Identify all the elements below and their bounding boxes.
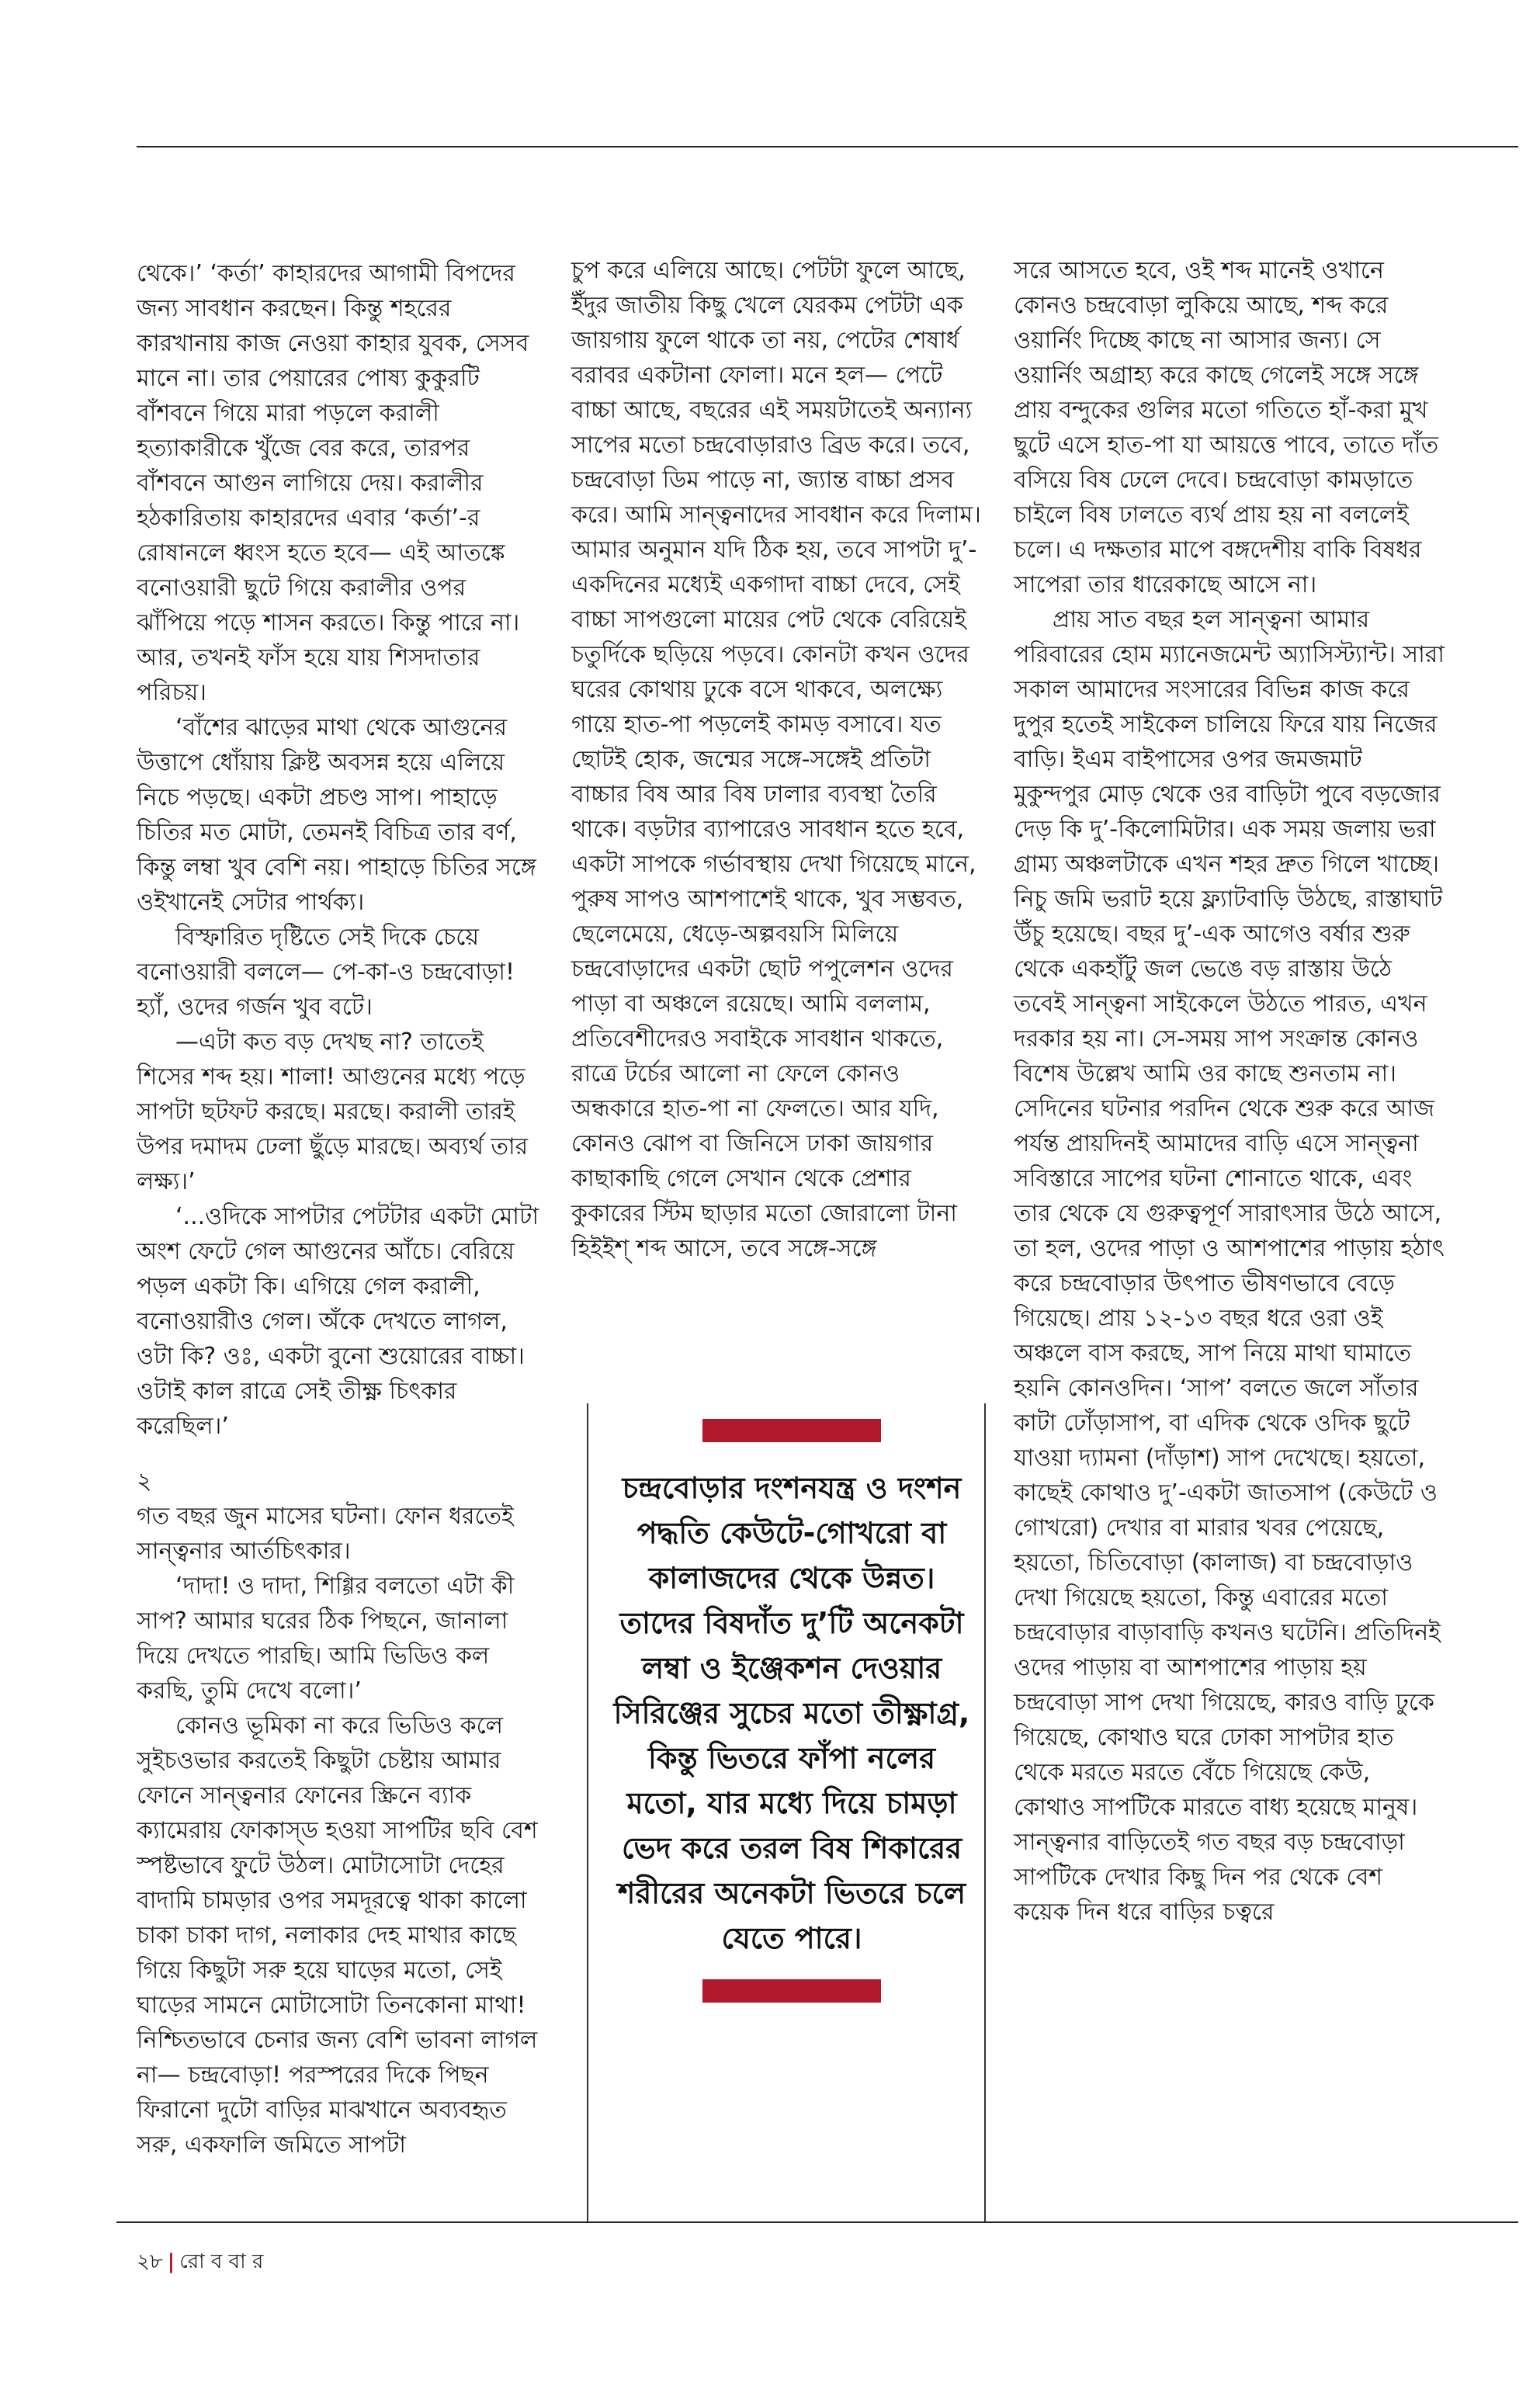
pull-quote-top-bar (702, 1419, 881, 1442)
article-paragraph: ‘বাঁশের ঝাড়ের মাথা থেকে আগুনের উত্তাপে ধোঁয়ায় ক্লিষ্ট অবসন্ন হয়ে এলিয়ে নিচে পড়ছে। একটা প্রচণ্ড সাপ। পাহাড়ে চিতির মত মোটা, তেমনই বিচিত্র তার বর্ণ, কিন্তু লম্বা খুব বেশি নয়। পাহাড়ে চিতির সঙ্গে ওইখানেই সেটার পার্থক্য। (137, 714, 536, 916)
pull-quote-text: চন্দ্রবোড়ার দংশনযন্ত্র ও দংশন পদ্ধতি কেউটে-গোখরো বা কালাজদের থেকে উন্নত। তাদের বিষদাঁত দু’টি অনেকটা লম্বা ও ইঞ্জেকশন দেওয়ার সিরিঞ্জের সুচের মতো তীক্ষ্ণাগ্র, কিন্তু ভিতরে ফাঁপা নলের মতো, যার মধ্যে দিয়ে চামড়া ভেদ করে তরল বিষ শিকারের শরীরের অনেকটা ভিতরে চলে যেতে পারে। (613, 1471, 970, 1955)
page-footer (137, 2249, 263, 2274)
pull-quote (613, 1419, 970, 2003)
article-paragraph: সরে আসতে হবে, ওই শব্দ মানেই ওখানে কোনও চন্দ্রবোড়া লুকিয়ে আছে, শব্দ করে ওয়ার্নিং দিচ্ছে কাছে না আসার জন্য। সে ওয়ার্নিং অগ্রাহ্য করে কাছে গেলেই সঙ্গে সঙ্গে প্রায় বন্দুকের গুলির মতো গতিতে হাঁ-করা মুখ ছুটে এসে হাত-পা যা আয়ত্তে পাবে, তাতে দাঁত বসিয়ে বিষ ঢেলে দেবে। চন্দ্রবোড়া কামড়াতে চাইলে বিষ ঢালতে ব্যর্থ প্রায় হয় না বললেই চলে। এ দক্ষতার মাপে বঙ্গদেশীয় বাকি বিষধর সাপেরা তার ধারেকাছে আসে না। (1014, 257, 1439, 598)
article-paragraph: প্রায় সাত বছর হল সান্ত্বনা আমার পরিবারের হোম ম্যানেজমেন্ট অ্যাসিস্ট্যান্ট। সারা সকাল আমাদের সংসারের বিভিন্ন কাজ করে দুপুর হতেই সাইকেল চালিয়ে ফিরে যায় নিজের বাড়ি। ইএম বাইপাসের ওপর জমজমাট মুকুন্দপুর মোড় থেকে ওর বাড়িটা পুবে বড়জোর দেড় কি দু’-কিলোমিটার। এক সময় জলায় ভরা গ্রাম্য অঞ্চলটাকে এখন শহর দ্রুত গিলে খাচ্ছে। নিচু জমি ভরাট হয়ে ফ্ল্যাটবাড়ি উঠছে, রাস্তাঘাট উঁচু হয়েছে। বছর দু’-এক আগেও বর্ষার শুরু থেকে একহাঁটু জল ভেঙে বড় রাস্তায় উঠে তবেই সান্ত্বনা সাইকেলে উঠতে পারত, এখন দরকার হয় না। সে-সময় সাপ সংক্রান্ত কোনও বিশেষ উল্লেখ আমি ওর কাছে শুনতাম না। সেদিনের ঘটনার পরদিন থেকে শুরু করে আজ পর্যন্ত প্রায়দিনই আমাদের বাড়ি এসে সান্ত্বনা সবিস্তারে সাপের ঘটনা শোনাতে থাকে, এবং তার থেকে যে গুরুত্বপূর্ণ সারাৎসার উঠে আসে, তা হল, ওদের পাড়া ও আশপাশের পাড়ায় হঠাৎ করে চন্দ্রবোড়ার উৎপাত ভীষণভাবে বেড়ে গিয়েছে। প্রায় ১২-১৩ বছর ধরে ওরা ওই অঞ্চলে বাস করছে, সাপ নিয়ে মাথা ঘামাতে হয়নি কোনওদিন। ‘সাপ’ বলতে জলে সাঁতার কাটা ঢোঁড়াসাপ, বা এদিক থেকে ওদিক ছুটে যাওয়া দ্যামনা (দাঁড়াশ) সাপ দেখেছে। হয়তো, কাছেই কোথাও দু’-একটা জাতসাপ (কেউটে ও গোখরো) দেখার বা মারার খবর পেয়েছে, হয়তো, চিতিবোড়া (কালাজ) বা চন্দ্রবোড়াও দেখা গিয়েছে হয়তো, কিন্তু এবারের মতো চন্দ্রবোড়ার বাড়াবাড়ি কখনও ঘটেনি। প্রতিদিনই ওদের পাড়ায় বা আশপাশের পাড়ায় হয় চন্দ্রবোড়া সাপ দেখা গিয়েছে, কারও বাড়ি ঢুকে গিয়েছে, কোথাও ঘরে ঢোকা সাপটার হাত থেকে মরতে মরতে বেঁচে গিয়েছে কেউ, কোথাও সাপটিকে মারতে বাধ্য হয়েছে মানুষ। সান্ত্বনার বাড়িতেই গত বছর বড় চন্দ্রবোড়া সাপটিকে দেখার কিছু দিন পর থেকে বেশ কয়েক দিন ধরে বাড়ির চত্বরে (1014, 606, 1445, 1926)
footer-separator: | (167, 2250, 175, 2273)
article-column-1 (137, 256, 540, 2162)
article-paragraph: কোনও ভূমিকা না করে ভিডিও কলে সুইচওভার করতেই কিছুটা চেষ্টায় আমার ফোনে সান্ত্বনার ফোনের স্ক্রিনে ব্যাক ক্যামেরায় ফোকাস্ড হওয়া সাপটির ছবি বেশ স্পষ্টভাবে ফুটে উঠল। মোটাসোটা দেহের বাদামি চামড়ার ওপর সমদূরত্বে থাকা কালো চাকা চাকা দাগ, নলাকার দেহ মাথার কাছে গিয়ে কিছুটা সরু হয়ে ঘাড়ের মতো, সেই ঘাড়ের সামনে মোটাসোটা তিনকোনা মাথা! নিশ্চিতভাবে চেনার জন্য বেশি ভাবনা লাগল না— চন্দ্রবোড়া! পরস্পরের দিকে পিছন ফিরানো দুটো বাড়ির মাঝখানে অব্যবহৃত সরু, একফালি জমিতে সাপটা (137, 1712, 538, 2159)
article-paragraph: ‘দাদা! ও দাদা, শিগ্গির বলতো এটা কী সাপ? আমার ঘরের ঠিক পিছনে, জানালা দিয়ে দেখতে পারছি। আমি ভিডিও কল করছি, তুমি দেখে বলো।’ (137, 1573, 515, 1705)
article-paragraph: ‘...ওদিকে সাপটার পেটটার একটা মোটা অংশ ফেটে গেল আগুনের আঁচে। বেরিয়ে পড়ল একটা কি। এগিয়ে গেল করালী, বনোওয়ারীও গেল। অঁকে দেখতে লাগল, ওটা কি? ওঃ, একটা বুনো শুয়োরের বাচ্চা। ওটাই কাল রাত্রে সেই তীক্ষ্ণ চিৎকার করেছিল।’ (137, 1203, 539, 1440)
pull-quote-bottom-bar (702, 1979, 881, 2003)
article-paragraph: চুপ করে এলিয়ে আছে। পেটটা ফুলে আছে, ইঁদুর জাতীয় কিছু খেলে যেরকম পেটটা এক জায়গায় ফুলে থাকে তা নয়, পেটের শেষার্ধ বরাবর একটানা ফোলা। মনে হল— পেটে বাচ্চা আছে, বছরের এই সময়টাতেই অন্যান্য সাপের মতো চন্দ্রবোড়ারাও ব্রিড করে। তবে, চন্দ্রবোড়া ডিম পাড়ে না, জ্যান্ত বাচ্চা প্রসব করে। আমি সান্ত্বনাদের সাবধান করে দিলাম। আমার অনুমান যদি ঠিক হয়, তবে সাপটা দু’-একদিনের মধ্যেই একগাদা বাচ্চা দেবে, সেই বাচ্চা সাপগুলো মায়ের পেট থেকে বেরিয়েই চতুর্দিকে ছড়িয়ে পড়বে। কোনটা কখন ওদের ঘরের কোথায় ঢুকে বসে থাকবে, অলক্ষ্যে গায়ে হাত-পা পড়লেই কামড় বসাবে। যত ছোটই হোক, জন্মের সঙ্গে-সঙ্গেই প্রতিটা বাচ্চার বিষ আর বিষ ঢালার ব্যবস্থা তৈরি থাকে। বড়টার ব্যাপারেও সাবধান হতে হবে, একটা সাপকে গর্ভাবস্থায় দেখা গিয়েছে মানে, পুরুষ সাপও আশপাশেই থাকে, খুব সম্ভবত, ছেলেমেয়ে, ধেড়ে-অল্পবয়সি মিলিয়ে চন্দ্রবোড়াদের একটা ছোট পপুলেশন ওদের পাড়া বা অঞ্চলে রয়েছে। আমি বললাম, প্রতিবেশীদেরও সবাইকে সাবধান থাকতে, রাত্রে টর্চের আলো না ফেলে কোনও অন্ধকারে হাত-পা না ফেলতে। আর যদি, কোনও ঝোপ বা জিনিসে ঢাকা জায়গার কাছাকাছি গেলে সেখান থেকে প্রেশার কুকারের স্টিম ছাড়ার মতো জোরালো টানা হিইইশ্ শব্দ আসে, তবে সঙ্গে-সঙ্গে (571, 257, 981, 1262)
bottom-rule (116, 2221, 1518, 2223)
page-number: ২৮ (137, 2250, 163, 2273)
top-rule (137, 146, 1518, 147)
article-paragraph: গত বছর জুন মাসের ঘটনা। ফোন ধরতেই সান্ত্বনার আর্তচিৎকার। (137, 1503, 514, 1565)
article-paragraph: বিস্ফারিত দৃষ্টিতে সেই দিকে চেয়ে বনোওয়ারী বললে— পে-কা-ও চন্দ্রবোড়া! হ্যাঁ, ওদের গর্জন খুব বটে। (137, 924, 515, 1021)
article-paragraph: —এটা কত বড় দেখছ না? তাতেই শিসের শব্দ হয়। শালা! আগুনের মধ্যে পড়ে সাপটা ছটফট করছে। মরছে। করালী তারই উপর দমাদম ঢেলা ছুঁড়ে মারছে। অব্যর্থ তার লক্ষ্য।’ (137, 1028, 529, 1195)
pull-quote-left-rule (587, 1403, 588, 2221)
pull-quote-right-rule (984, 1403, 986, 2221)
article-column-2 (571, 253, 983, 1266)
publication-name: রো ব বা র (179, 2250, 264, 2273)
article-column-3 (1014, 253, 1445, 1930)
article-paragraph: থেকে।’ ‘কর্তা’ কাহারদের আগামী বিপদের জন্য সাবধান করছেন। কিন্তু শহরের কারখানায় কাজ নেওয়া কাহার যুবক, সেসব মানে না। তার পেয়ারের পোষ্য কুকুরটি বাঁশবনে গিয়ে মারা পড়লে করালী হত্যাকারীকে খুঁজে বের করে, তারপর বাঁশবনে আগুন লাগিয়ে দেয়। করালীর হঠকারিতায় কাহারদের এবার ‘কর্তা’-র রোষানলে ধ্বংস হতে হবে— এই আতঙ্কে বনোওয়ারী ছুটে গিয়ে করালীর ওপর ঝাঁপিয়ে পড়ে শাসন করতে। কিন্তু পারে না। আর, তখনই ফাঁস হয়ে যায় শিসদাতার পরিচয়। (137, 260, 529, 706)
section-number: ২ (137, 1468, 152, 1495)
